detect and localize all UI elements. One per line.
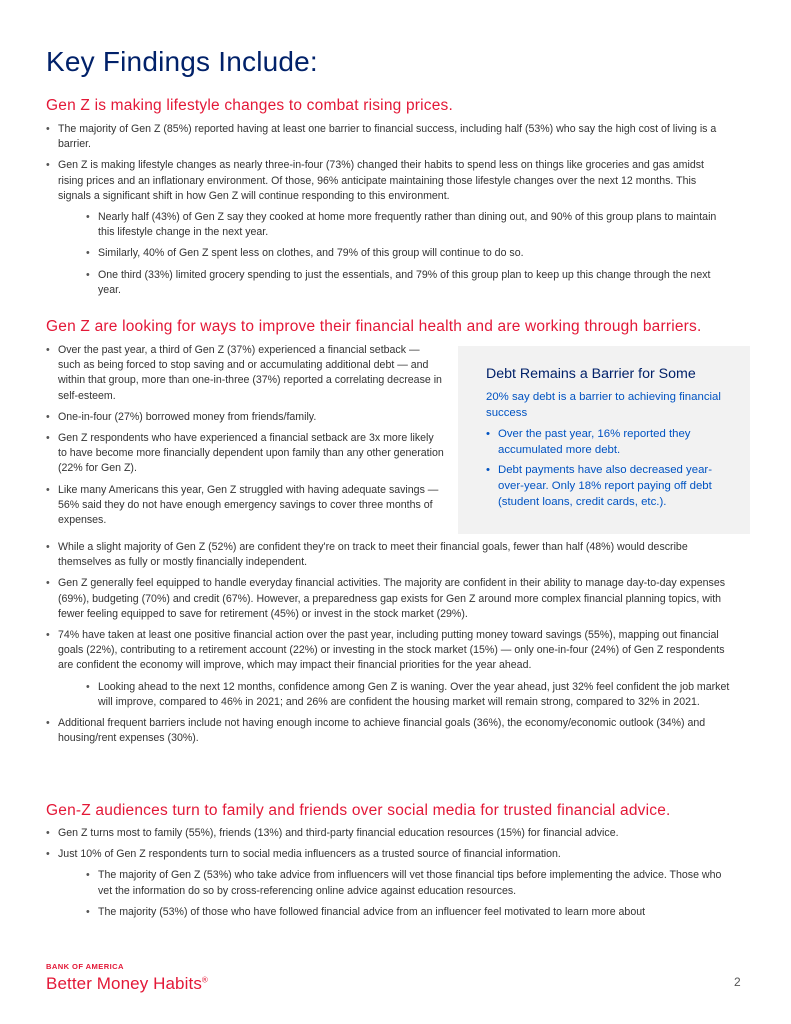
debt-sidebar-callout xyxy=(458,346,750,534)
bullet-item: • Gen Z is making lifestyle changes as nearly three-in-four (73%) changed their habits to spend less on things like groceries and gas amidst rising prices and an inflationary environment. Of those, 96% anticipate maintaining those lifestyle changes over the next 12 months. This signals a significant shift in how Gen Z will continue responding to this environment. xyxy=(46,158,732,204)
bullet-item: • While a slight majority of Gen Z (52%) are confident they're on track to meet their financial goals, fewer than half (48%) would describe themselves as fully or mostly financially independent. xyxy=(46,540,732,570)
section-heading-financial-advice: Gen-Z audiences turn to family and friends over social media for trusted financial advice. xyxy=(46,802,671,819)
financial-advice-bullet-list xyxy=(46,826,732,926)
sub-bullet-item: • The majority (53%) of those who have followed financial advice from an influencer feel motivated to learn more about xyxy=(86,905,732,920)
bullet-item: • Gen Z respondents who have experienced a financial setback are 3x more likely to have become more financially dependent upon family than any other generation (22% for Gen Z). xyxy=(46,431,444,477)
sub-bullet-item: • One third (33%) limited grocery spending to just the essentials, and 79% of this group plan to keep up this change through the next year. xyxy=(86,268,732,298)
sidebar-bullet-list xyxy=(486,427,730,510)
page-title: Key Findings Include: xyxy=(46,46,318,77)
lifestyle-bullet-list xyxy=(46,122,732,304)
page-number: 2 xyxy=(734,975,741,989)
sidebar-title: Debt Remains a Barrier for Some xyxy=(486,366,696,382)
bank-of-america-logo xyxy=(46,962,208,994)
bullet-item: • One-in-four (27%) borrowed money from friends/family. xyxy=(46,410,444,425)
bullet-item: • 74% have taken at least one positive financial action over the past year, including putting money toward savings (55%), mapping out financial goals (22%), contributing to a retirement account (22%) or investing in the stock market (15%) — only one-in-four (24%) of Gen Z respondents are confident the economy will improve, which may impact their financial priorities for the year ahead. xyxy=(46,628,732,674)
sub-bullet-item: • The majority of Gen Z (53%) who take advice from influencers will vet those financial tips before implementing the advice. Those who vet the information do so by cross-referencing online advice against education resources. xyxy=(86,868,732,898)
financial-health-bullet-list-narrow xyxy=(46,343,444,534)
sub-bullet-item: • Nearly half (43%) of Gen Z say they cooked at home more frequently rather than dining out, and 90% of this group plans to maintain this lifestyle change in the next year. xyxy=(86,210,732,240)
sidebar-bullet-item: • Debt payments have also decreased year-over-year. Only 18% report paying off debt (student loans, credit cards, etc.). xyxy=(486,463,730,510)
brand-name xyxy=(46,974,208,994)
financial-health-bullet-list-wide xyxy=(46,540,732,752)
section-heading-lifestyle: Gen Z is making lifestyle changes to combat rising prices. xyxy=(46,97,454,114)
registered-mark: ® xyxy=(201,975,208,985)
bullet-item: • Gen Z turns most to family (55%), friends (13%) and third-party financial education resources (15%) for financial advice. xyxy=(46,826,732,841)
sidebar-bullet-item: • Over the past year, 16% reported they accumulated more debt. xyxy=(486,427,730,458)
sub-bullet-item: • Similarly, 40% of Gen Z spent less on clothes, and 79% of this group will continue to do so. xyxy=(86,246,732,261)
sub-bullet-item: • Looking ahead to the next 12 months, confidence among Gen Z is waning. Over the year ahead, just 32% feel confident the job market will improve, compared to 46% in 2021; and 26% are confident the housing market will remain strong, compared to 32% in 2021. xyxy=(86,680,732,710)
bullet-item: • Just 10% of Gen Z respondents turn to social media influencers as a trusted source of financial information. xyxy=(46,847,732,862)
bullet-item: • Over the past year, a third of Gen Z (37%) experienced a financial setback — such as being forced to stop saving and or accumulating additional debt — and within that group, more than one-in-three (37%) reported a correlating decrease in self-esteem. xyxy=(46,343,444,404)
bullet-item: • Gen Z generally feel equipped to handle everyday financial activities. The majority are confident in their ability to manage day-to-day expenses (69%), budgeting (70%) and credit (67%). However, a preparedness gap exists for Gen Z around more complex financial planning topics, with fewer feeling equipped to save for retirement (45%) or invest in the stock market (29%). xyxy=(46,576,732,622)
bank-name: BANK OF AMERICA xyxy=(46,962,124,971)
section-heading-financial-health: Gen Z are looking for ways to improve their financial health and are working through barriers. xyxy=(46,318,702,335)
bullet-item: • Like many Americans this year, Gen Z struggled with having adequate savings — 56% said they do not have enough emergency savings to cover three months of expenses. xyxy=(46,483,444,529)
brand-text: Better Money Habits xyxy=(46,974,202,993)
bullet-item: • The majority of Gen Z (85%) reported having at least one barrier to financial success, including half (53%) who say the high cost of living is a barrier. xyxy=(46,122,732,152)
sidebar-subtitle: 20% say debt is a barrier to achieving financial success xyxy=(486,391,721,419)
bullet-item: • Additional frequent barriers include not having enough income to achieve financial goals (36%), the economy/economic outlook (34%) and housing/rent expenses (30%). xyxy=(46,716,732,746)
